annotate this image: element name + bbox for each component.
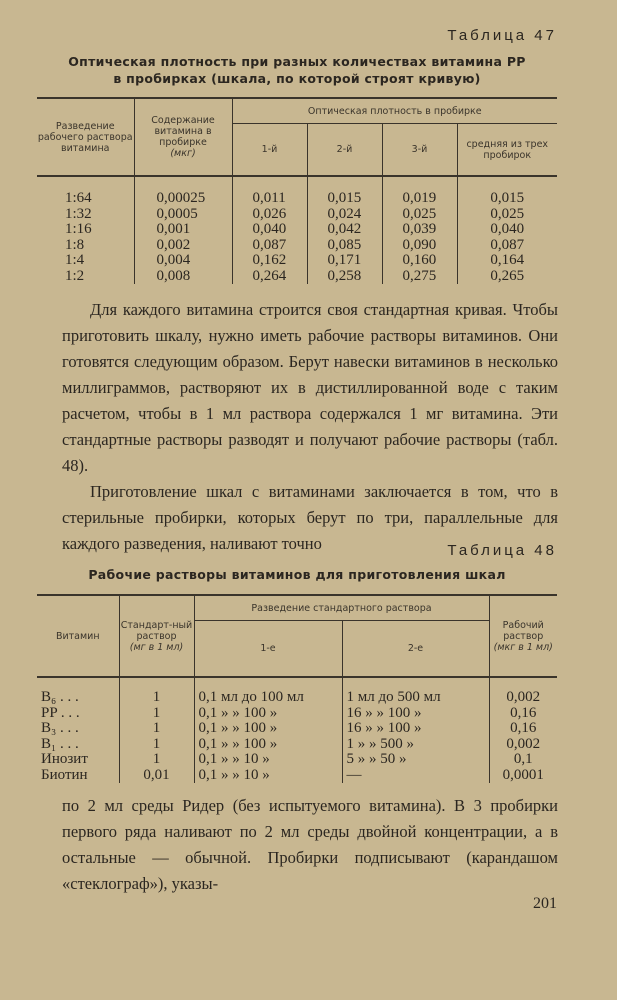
header-standard [119,595,194,677]
table-cell: 1 [119,752,194,768]
table-cell: B₆ . . . [41,689,79,705]
table-cell: 1 [119,737,194,753]
table-cell: 5 » » 50 » [342,752,489,768]
table-cell: 0,1 » » 10 » [194,752,342,768]
table-47-title-line1: Оптическая плотность при разных количествах витамина PP [68,54,526,69]
paragraph: по 2 мл среды Ридер (без испытуемого витамина). В 3 пробирки первого ряда наливают по 2 мл среды двойной концентрации, а в остальные — обычной. Пробирки подписывают (карандашом «стеклограф»), указы- [62,796,558,893]
header-tube-3: 3-й [382,124,457,177]
table-cell: 0,264 [232,269,307,285]
table-cell: 0,002 [134,238,232,254]
table-cell: 1:64 [65,190,92,206]
table-row [37,238,557,254]
table-cell: 0,025 [457,207,557,223]
table-cell: 0,002 [489,677,557,706]
header-standard-unit: (мг в 1 мл) [129,641,184,653]
table-47-title-line2: в пробирках (шкала, по которой строят кривую) [113,71,481,86]
header-first: 1-е [194,621,342,678]
table-cell: 0,040 [457,222,557,238]
header-tube-1: 1-й [232,124,307,177]
paragraph: Для каждого витамина строится своя стандартная кривая. Чтобы приготовить шкалу, нужно иметь рабочие растворы витаминов. Они готовятся следующим образом. Берут навески витаминов в несколько миллиграммов, растворяют их в дистиллированной воде с таким расчетом, чтобы в 1 мл раствора содержался 1 мг витамина. Эти стандартные растворы разводят и получают рабочие растворы (табл. 48). [62,300,558,475]
table-cell: 0,1 мл до 100 мл [194,677,342,706]
table-48-title: Рабочие растворы витаминов для приготовления шкал [88,567,506,582]
table-47-label: Таблица 47 [447,27,557,44]
table-cell: Биотин [41,766,88,783]
table-cell: 0,004 [134,253,232,269]
table-cell: 0,164 [457,253,557,269]
table-cell: 0,042 [307,222,382,238]
table-cell: 0,026 [232,207,307,223]
header-dilution-group: Разведение стандартного раствора [194,595,489,621]
table-cell: 0,1 [489,752,557,768]
table-row [37,677,557,706]
table-cell: 0,1 » » 100 » [194,721,342,737]
header-working-unit: (мкг в 1 мл) [493,641,553,653]
table-cell: 16 » » 100 » [342,706,489,722]
header-working [489,595,557,677]
table-cell: 0,1 » » 10 » [194,768,342,784]
table-cell: 0,085 [307,238,382,254]
header-content [134,98,232,176]
table-row [37,752,557,768]
table-cell: 0,015 [307,176,382,207]
table-cell: 1 [119,706,194,722]
header-content-label: Содержание витамина в пробирке [151,115,215,148]
table-cell: 0,090 [382,238,457,254]
table-cell: 0,087 [232,238,307,254]
table-cell: 1 [119,677,194,706]
paragraph: Приготовление шкал с витаминами заключается в том, что в стерильные пробирки, которых берут по три, параллельные для каждого разведения, наливают точно [62,482,558,553]
table-cell: 0,040 [232,222,307,238]
table-cell: 1 » » 500 » [342,737,489,753]
table-cell: 0,087 [457,238,557,254]
table-48 [37,594,557,783]
table-cell: 0,024 [307,207,382,223]
table-cell: 0,0001 [489,768,557,784]
table-cell: Инозит [41,751,88,767]
header-working-label: Рабочий раствор [502,619,544,642]
table-cell: 16 » » 100 » [342,721,489,737]
table-cell: 0,16 [489,721,557,737]
table-47-title [37,53,557,87]
table-row [37,222,557,238]
table-cell: 0,16 [489,706,557,722]
table-cell: 0,025 [382,207,457,223]
table-cell: 1 мл до 500 мл [342,677,489,706]
table-cell: 0,265 [457,269,557,285]
table-row [37,207,557,223]
table-cell: 1 [119,721,194,737]
table-cell: 0,015 [457,176,557,207]
table-cell: 0,162 [232,253,307,269]
table-row [37,721,557,737]
table-row [37,706,557,722]
table-cell: 0,01 [119,768,194,784]
page-number: 201 [533,895,557,912]
table-cell: 0,039 [382,222,457,238]
table-cell: 0,019 [382,176,457,207]
table-cell: 0,001 [134,222,232,238]
table-cell: 0,275 [382,269,457,285]
header-optical-group: Оптическая плотность в пробирке [232,98,557,124]
table-cell: 1:2 [65,267,85,284]
table-cell: 0,011 [232,176,307,207]
table-cell: PP . . . [41,704,80,721]
table-cell: 0,1 » » 100 » [194,706,342,722]
table-row [37,253,557,269]
table-cell: B₁ . . . [41,735,79,752]
header-tube-2: 2-й [307,124,382,177]
table-cell: 0,0005 [134,207,232,223]
table-cell: 1:8 [65,236,85,253]
table-cell: 0,00025 [134,176,232,207]
table-48-label: Таблица 48 [447,542,557,559]
table-cell: 0,160 [382,253,457,269]
table-cell: 0,258 [307,269,382,285]
table-row [37,269,557,285]
header-vitamin: Витамин [37,595,119,677]
header-content-unit: (мкг) [170,148,196,159]
table-cell: 0,1 » » 100 » [194,737,342,753]
body-text-1 [62,297,558,557]
table-cell: 0,002 [489,737,557,753]
table-row [37,176,557,207]
table-cell: 1:32 [65,205,92,222]
table-row [37,768,557,784]
table-cell: B₃ . . . [41,720,79,736]
table-cell: 0,171 [307,253,382,269]
table-cell: — [342,768,489,784]
table-cell: 1:16 [65,221,92,237]
header-dilution: Разведение рабочего раствора витамина [37,98,134,176]
header-mean: средняя из трех пробирок [457,124,557,177]
header-standard-label: Стандарт-ный раствор [120,619,193,642]
table-47 [37,97,557,284]
table-cell: 0,008 [134,269,232,285]
table-row [37,737,557,753]
body-text-2 [62,793,558,897]
header-second: 2-е [342,621,489,678]
table-cell: 1:4 [65,252,85,268]
